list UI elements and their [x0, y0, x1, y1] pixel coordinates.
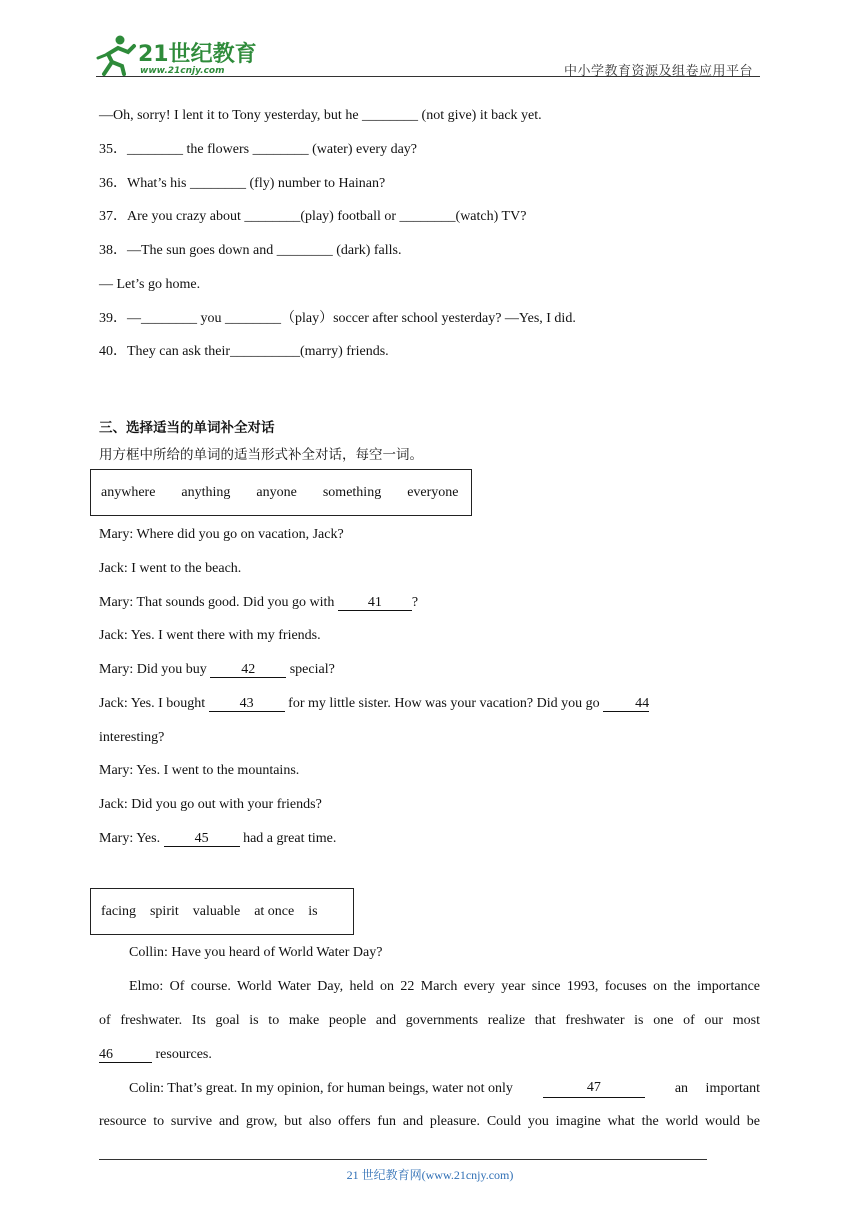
dialogue-line-42 — [99, 661, 335, 679]
page-footer: 21 世纪教育网(www.21cnjy.com) — [346, 1168, 514, 1182]
passage-line-47 — [129, 1080, 760, 1098]
blank-41: 41 — [338, 595, 412, 611]
question-37: 37．Are you crazy about ________(play) football or ________(watch) TV? — [99, 209, 527, 224]
blank-44: 44 — [603, 696, 649, 712]
site-logo — [94, 34, 259, 76]
question-40: 40．They can ask their__________(marry) friends. — [99, 344, 389, 359]
word-option: everyone — [407, 484, 459, 500]
word-option: facing — [101, 903, 136, 919]
page-header — [0, 0, 860, 80]
dialogue-line: Jack: Did you go out with your friends? — [99, 797, 322, 812]
blank-47: 47 — [543, 1080, 645, 1098]
platform-tagline: 中小学教育资源及组卷应用平台 — [563, 64, 753, 79]
word-option: valuable — [192, 903, 241, 919]
passage-text: resources. — [152, 1047, 212, 1062]
question-35: 35．________ the flowers ________ (water) every day? — [99, 142, 418, 157]
dialogue-text: special? — [286, 662, 335, 677]
svg-text:www.21cnjy.com: www.21cnjy.com — [140, 66, 225, 76]
word-option: spirit — [149, 903, 179, 919]
question-38-reply: — Let’s go home. — [99, 277, 201, 292]
section-title: 三、选择适当的单词补全对话 — [99, 420, 275, 436]
passage-text: an important — [674, 1081, 760, 1096]
word-option: is — [308, 903, 318, 919]
dialogue-text: Mary: Did you buy — [99, 662, 211, 677]
dialogue-text: Jack: Yes. I bought — [99, 696, 209, 711]
dialogue-text: ? — [411, 595, 419, 610]
blank-43: 43 — [209, 696, 285, 712]
question-36: 36．What’s his ________ (fly) number to Hainan? — [99, 176, 386, 191]
blank-46: 46 — [99, 1047, 152, 1063]
passage-line: Elmo: Of course. World Water Day, held on 22 March every year since 1993, focuses on the importance — [129, 979, 760, 994]
question-39: 39．—________ you ________（play）soccer after school yesterday? —Yes, I did. — [99, 311, 576, 326]
dialogue-text: Mary: That sounds good. Did you go with — [99, 595, 338, 610]
dialogue-line-43-44 — [99, 695, 649, 713]
section-instruction: 用方框中所给的单词的适当形式补全对话，每空一词。 — [99, 447, 423, 463]
dialogue-line: Jack: I went to the beach. — [99, 561, 242, 576]
passage-line: of freshwater. Its goal is to make people and governments realize that freshwater is one of our most — [99, 1013, 760, 1028]
dialogue-line: Jack: Yes. I went there with my friends. — [99, 628, 321, 643]
passage-line-46 — [99, 1046, 212, 1064]
footer-divider — [99, 1159, 707, 1160]
dialogue-line: Mary: Where did you go on vacation, Jack? — [99, 527, 344, 542]
passage-line: Collin: Have you heard of World Water Day? — [129, 945, 383, 960]
dialogue-text: had a great time. — [239, 831, 337, 846]
dialogue-text: for my little sister. How was your vacation? Did you go — [284, 696, 604, 711]
word-option: anyone — [256, 484, 297, 500]
blank-45: 45 — [164, 831, 240, 847]
dialogue-text: Mary: Yes. — [99, 831, 164, 846]
word-option: something — [322, 484, 382, 500]
word-option: anything — [181, 484, 231, 500]
dialogue-line-45 — [99, 830, 336, 848]
runner-logo-icon — [94, 34, 259, 76]
word-option: anywhere — [101, 484, 156, 500]
dialogue-line: interesting? — [99, 730, 165, 745]
question-34-continued: —Oh, sorry! I lent it to Tony yesterday, but he ________ (not give) it back yet. — [99, 108, 542, 123]
word-box-2 — [90, 888, 354, 935]
dialogue-line-41 — [99, 594, 418, 612]
word-option: at once — [254, 903, 295, 919]
dialogue-line: Mary: Yes. I went to the mountains. — [99, 763, 300, 778]
header-divider — [96, 76, 760, 77]
passage-line: resource to survive and grow, but also offers fun and pleasure. Could you imagine what the world would be — [99, 1114, 760, 1129]
blank-42: 42 — [210, 662, 286, 678]
passage-text: Colin: That’s great. In my opinion, for human beings, water not only — [129, 1081, 513, 1096]
word-box-1 — [90, 469, 472, 516]
svg-text:21世纪教育: 21世纪教育 — [138, 42, 257, 67]
question-38: 38．—The sun goes down and ________ (dark) falls. — [99, 243, 402, 258]
